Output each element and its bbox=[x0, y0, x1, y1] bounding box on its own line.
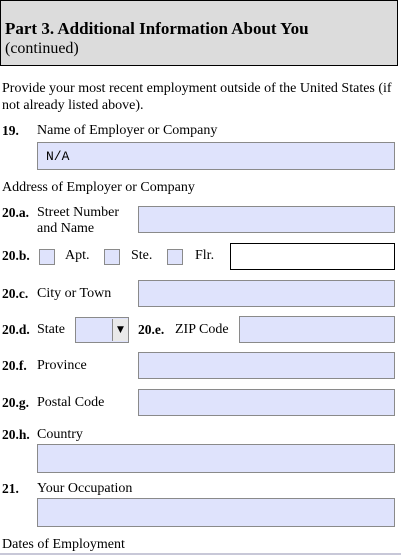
ste-checkbox[interactable] bbox=[104, 249, 120, 265]
occupation-field[interactable] bbox=[37, 498, 395, 527]
street-field[interactable] bbox=[138, 206, 395, 233]
q20f-label: Province bbox=[37, 358, 87, 373]
chevron-down-icon[interactable]: ▼ bbox=[112, 319, 128, 341]
address-heading: Address of Employer or Company bbox=[2, 180, 195, 195]
q19-label: Name of Employer or Company bbox=[37, 123, 218, 138]
divider bbox=[0, 553, 401, 555]
q20a-label-line2: and Name bbox=[37, 221, 95, 236]
section-subtitle: (continued) bbox=[5, 40, 79, 57]
q20a-label bbox=[37, 205, 119, 237]
q20g-number: 20.g. bbox=[2, 395, 29, 410]
unit-number-field[interactable] bbox=[230, 243, 395, 270]
state-select[interactable] bbox=[75, 317, 129, 343]
apt-checkbox[interactable] bbox=[39, 249, 55, 265]
ste-label: Ste. bbox=[131, 248, 153, 263]
country-field[interactable] bbox=[37, 444, 395, 473]
apt-label: Apt. bbox=[65, 248, 90, 263]
q20h-label: Country bbox=[37, 427, 83, 442]
city-field[interactable] bbox=[138, 280, 395, 307]
q21-number: 21. bbox=[2, 481, 19, 496]
q20g-label: Postal Code bbox=[37, 395, 105, 410]
q20b-number: 20.b. bbox=[2, 248, 30, 263]
q20c-label: City or Town bbox=[37, 286, 112, 301]
dates-heading: Dates of Employment bbox=[2, 537, 125, 552]
q20c-number: 20.c. bbox=[2, 286, 29, 301]
q20a-number: 20.a. bbox=[2, 205, 29, 220]
flr-checkbox[interactable] bbox=[167, 249, 183, 265]
employer-name-value: N/A bbox=[46, 149, 70, 164]
q20e-number: 20.e. bbox=[138, 322, 165, 337]
q20h-number: 20.h. bbox=[2, 427, 30, 442]
employer-name-field[interactable] bbox=[37, 142, 395, 170]
q20f-number: 20.f. bbox=[2, 358, 27, 373]
zip-code-field[interactable] bbox=[239, 316, 395, 343]
q21-label: Your Occupation bbox=[37, 481, 133, 496]
q19-number: 19. bbox=[2, 123, 19, 138]
q20a-label-line1: Street Number bbox=[37, 205, 120, 220]
postal-code-field[interactable] bbox=[138, 389, 395, 416]
province-field[interactable] bbox=[138, 352, 395, 379]
q20e-label: ZIP Code bbox=[175, 322, 229, 337]
q20d-label: State bbox=[37, 322, 65, 337]
flr-label: Flr. bbox=[195, 248, 215, 263]
intro-text: Provide your most recent employment outside of the United States (if not already listed above). bbox=[2, 81, 392, 113]
q20d-number: 20.d. bbox=[2, 322, 30, 337]
section-title: Part 3. Additional Information About You bbox=[5, 19, 309, 38]
